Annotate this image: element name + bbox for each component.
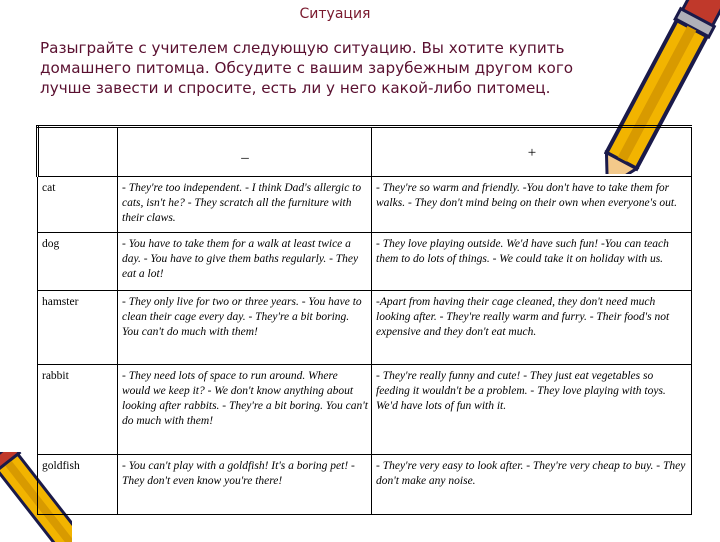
animal-name: goldfish bbox=[38, 455, 118, 515]
slide-title: Ситуация bbox=[299, 6, 371, 22]
cons-cell: - You have to take them for a walk at least twice a day. - You have to give them baths regularly. - They eat a lot! bbox=[118, 233, 372, 291]
cons-cell: - They need lots of space to run around. Where would we keep it? - We don't know anything about looking after rabbits. - They're a bit boring. You can't do much with them! bbox=[118, 365, 372, 455]
table-row bbox=[38, 177, 692, 233]
pros-cell: - They love playing outside. We'd have such fun! -You can teach them to do lots of things. - We could take it on holiday with us. bbox=[372, 233, 692, 291]
pets-comparison-table bbox=[36, 125, 692, 515]
animal-name: cat bbox=[38, 177, 118, 233]
table-row bbox=[38, 233, 692, 291]
task-instruction: Разыграйте с учителем следующую ситуацию. Вы хотите купить домашнего питомца. Обсудите с вашим зарубежным другом кого лучше завести и спросите, есть ли у него какой-либо питомец. bbox=[40, 39, 574, 97]
pros-cell: -Apart from having their cage cleaned, they don't need much looking after. - They're really warm and furry. - Their food's not expensive and they don't eat much. bbox=[372, 291, 692, 365]
header-cons: _ bbox=[118, 127, 372, 177]
pros-cell: - They're so warm and friendly. -You don't have to take them for walks. - They don't mind being on their own when everyone's out. bbox=[372, 177, 692, 233]
animal-name: hamster bbox=[38, 291, 118, 365]
header-pros: + bbox=[372, 127, 692, 177]
table-header-row bbox=[38, 127, 692, 177]
animal-name: rabbit bbox=[38, 365, 118, 455]
cons-cell: - They only live for two or three years. - You have to clean their cage every day. - They're a bit boring. You can't do much with them! bbox=[118, 291, 372, 365]
cons-cell: - You can't play with a goldfish! It's a boring pet! - They don't even know you're there! bbox=[118, 455, 372, 515]
header-animal bbox=[38, 127, 118, 177]
table-row bbox=[38, 455, 692, 515]
pros-cell: - They're really funny and cute! - They just eat vegetables so feeding it wouldn't be a problem. - They love playing with toys. We'd have lots of fun with it. bbox=[372, 365, 692, 455]
pros-cell: - They're very easy to look after. - They're very cheap to buy. - They don't make any noise. bbox=[372, 455, 692, 515]
table-row bbox=[38, 291, 692, 365]
table-row bbox=[38, 365, 692, 455]
animal-name: dog bbox=[38, 233, 118, 291]
cons-cell: - They're too independent. - I think Dad's allergic to cats, isn't he? - They scratch all the furniture with their claws. bbox=[118, 177, 372, 233]
